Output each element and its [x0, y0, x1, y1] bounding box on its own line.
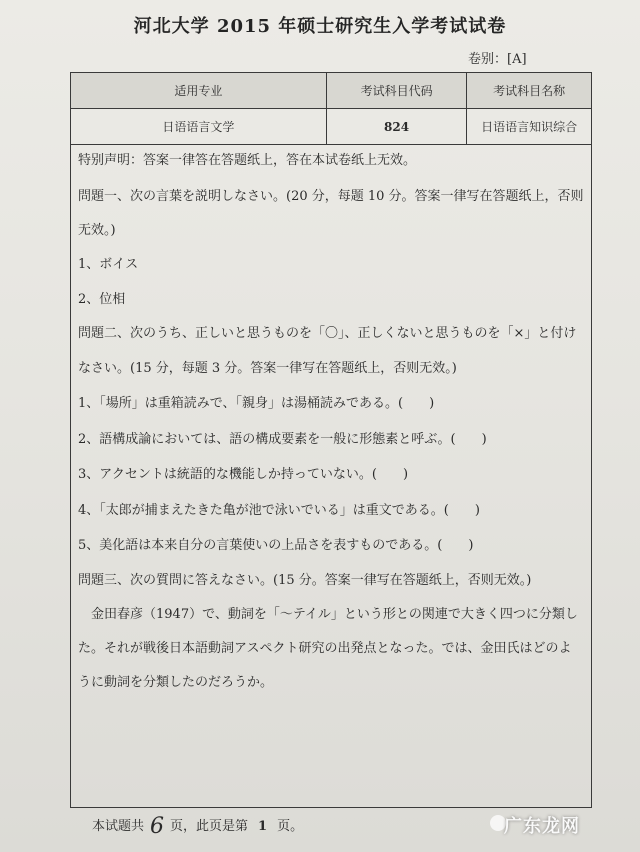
watermark: 广东龙网 — [504, 816, 580, 837]
footer-suffix: 页。 — [277, 819, 304, 834]
question1-item-2: 2、位相 — [78, 292, 126, 307]
question3-text-2: た。それが戦後日本語動詞アスペクト研究の出発点となった。では、金田氏はどのよ — [78, 641, 572, 656]
question2-item-4: 4、「太郎が捕まえたきた亀が池で泳いでいる」は重文である。( ) — [78, 503, 480, 518]
header-major: 适用专业 — [71, 73, 327, 109]
value-subject-code: 824 — [326, 109, 467, 145]
special-notice: 特别声明：答案一律答在答题纸上，答在本试卷纸上无效。 — [78, 153, 417, 168]
question2-prompt-cont: なさい。(15 分，每题 3 分。答案一律写在答题纸上，否则无效。) — [78, 361, 457, 376]
paper-id: 卷别：[A] — [468, 52, 527, 67]
page-footer — [92, 814, 303, 839]
total-pages: 6 — [150, 814, 165, 839]
question3-prompt: 問題三、次の質問に答えなさい。(15 分。答案一律写在答题纸上，否则无效。) — [78, 573, 532, 588]
table-value-row — [71, 109, 592, 145]
current-page: 1 — [258, 819, 268, 834]
footer-middle: 页，此页是第 — [170, 819, 249, 834]
footer-prefix: 本试题共 — [92, 819, 145, 834]
value-subject-name: 日语语言知识综合 — [467, 109, 592, 145]
question2-item-2: 2、語構成論においては、語の構成要素を一般に形態素と呼ぶ。( ) — [78, 432, 487, 447]
question1-prompt-cont: 无效。) — [78, 223, 116, 238]
question2-item-1: 1、「場所」は重箱読みで、「親身」は湯桶読みである。( ) — [78, 396, 435, 411]
header-subject-code: 考试科目代码 — [326, 73, 467, 109]
table-header-row — [71, 73, 592, 109]
subject-info-table — [70, 72, 592, 145]
question1-item-1: 1、ボイス — [78, 257, 139, 272]
question2-item-5: 5、美化語は本来自分の言葉使いの上品さを表すものである。( ) — [78, 538, 474, 553]
value-major: 日语语言文学 — [71, 109, 327, 145]
question2-prompt: 問題二、次のうち、正しいと思うものを「〇」、正しくないと思うものを「×」と付け — [78, 326, 577, 341]
question3-text-1: 金田春彦（1947）で、動詞を「～テイル」という形との関連で大きく四つに分類し — [78, 607, 578, 622]
question2-item-3: 3、アクセントは統語的な機能しか持っていない。( ) — [78, 467, 409, 482]
question1-prompt: 問題一、次の言葉を説明しなさい。(20 分，每题 10 分。答案一律写在答题纸上，否则 — [78, 189, 584, 204]
header-subject-name: 考试科目名称 — [467, 73, 592, 109]
exam-title: 河北大学 2015 年硕士研究生入学考试试卷 — [133, 16, 507, 37]
question3-text-3: うに動詞を分類したのだろうか。 — [78, 675, 274, 690]
